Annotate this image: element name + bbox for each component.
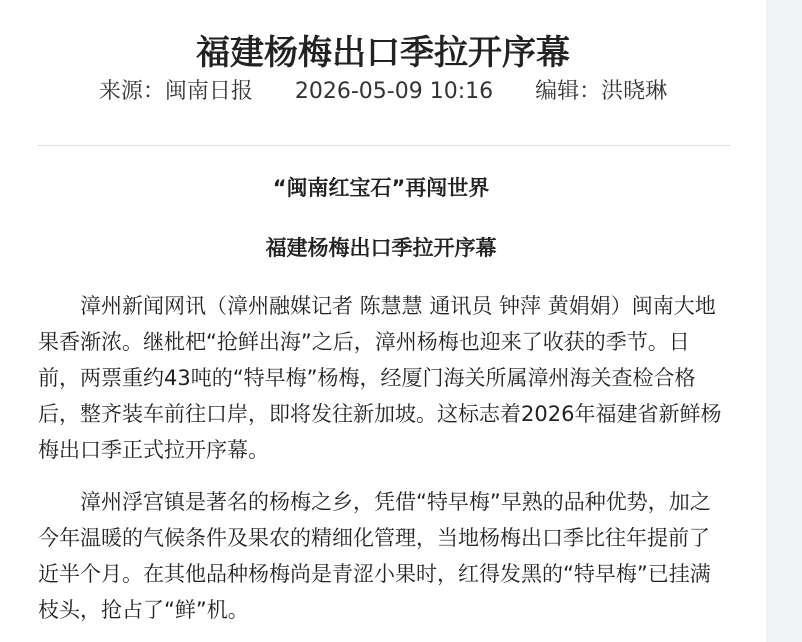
article-meta	[0, 74, 766, 110]
article-body	[38, 168, 724, 628]
article-title: 福建杨梅出口季拉开序幕	[196, 32, 570, 73]
article-datetime: 2026-05-09 10:16	[294, 79, 494, 104]
header-divider	[38, 145, 730, 146]
article-paragraph: 漳州新闻网讯（漳州融媒记者 陈慧慧 通讯员 钟萍 黄娟娟）闽南大地果香渐浓。继枇杷“抢鲜出海”之后，漳州杨梅也迎来了收获的季节。日前，两票重约43吨的“特早梅”杨梅，经厦门海关所属漳州海关查检合格后，整齐装车前往口岸，即将发往新加坡。这标志着2026年福建省新鲜杨梅出口季正式拉开序幕。	[38, 294, 722, 462]
article-source: 来源：闽南日报	[98, 79, 253, 104]
article-paragraph: 漳州浮宫镇是著名的杨梅之乡，凭借“特早梅”早熟的品种优势，加之今年温暖的气候条件及果农的精细化管理，当地杨梅出口季比往年提前了近半个月。在其他品种杨梅尚是青涩小果时，红得发黑的“特早梅”已挂满枝头，抢占了“鲜”机。	[38, 490, 711, 622]
article-subheading-title: 福建杨梅出口季拉开序幕	[265, 236, 497, 260]
article-editor: 编辑：洪晓琳	[535, 79, 668, 104]
article-subheading-kicker: “闽南红宝石”再闯世界	[272, 176, 490, 200]
page-gutter	[766, 0, 802, 642]
